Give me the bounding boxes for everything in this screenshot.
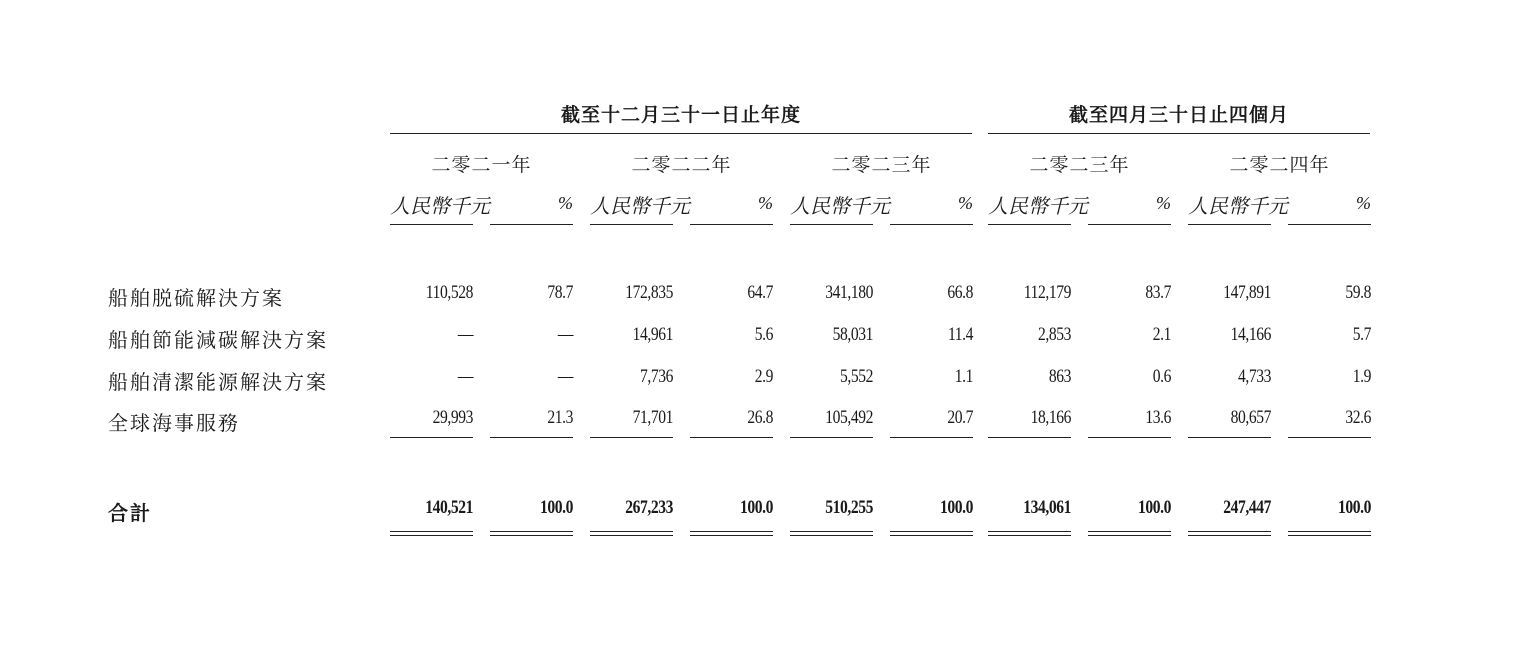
table-cell: 32.6 (1345, 407, 1371, 428)
table-cell: 105,492 (825, 407, 873, 428)
table-cell: 172,835 (625, 282, 673, 303)
subtotal-rule (490, 437, 573, 438)
column-unit: 人民幣千元 (590, 196, 690, 218)
column-header-rule (390, 224, 473, 225)
column-header-rule (790, 224, 873, 225)
table-cell: 78.7 (547, 282, 573, 303)
table-cell: 110,528 (425, 282, 473, 303)
subtotal-rule (988, 437, 1071, 438)
subtotal-rule (390, 437, 473, 438)
total-double-rule (490, 531, 573, 536)
table-cell: 112,179 (1023, 282, 1071, 303)
table-cell: 147,891 (1223, 282, 1271, 303)
table-cell: 0.6 (1152, 366, 1171, 387)
table-cell: 71,701 (632, 407, 673, 428)
row-label: 全球海事服務 (108, 413, 240, 435)
table-cell: — (457, 366, 473, 387)
table-cell: 80,657 (1230, 407, 1271, 428)
table-cell: — (557, 366, 573, 387)
column-year: 二零二二年 (631, 155, 732, 176)
total-double-rule (390, 531, 473, 536)
column-percent: % (558, 193, 573, 213)
table-cell: 66.8 (947, 282, 973, 303)
table-cell: 11.4 (947, 324, 973, 345)
column-percent: % (1356, 193, 1371, 213)
group-header-four-months-rule (988, 133, 1370, 134)
total-cell: 100.0 (939, 497, 973, 518)
column-header-rule (1188, 224, 1271, 225)
table-cell: 863 (1048, 366, 1071, 387)
table-cell: 2,853 (1037, 324, 1071, 345)
table-cell: 5.6 (754, 324, 773, 345)
column-unit: 人民幣千元 (1188, 196, 1288, 218)
row-label: 船舶清潔能源解決方案 (108, 372, 328, 394)
total-cell: 100.0 (1337, 497, 1371, 518)
column-unit: 人民幣千元 (790, 196, 890, 218)
column-header-rule (490, 224, 573, 225)
column-header-rule (1088, 224, 1171, 225)
total-double-rule (1188, 531, 1271, 536)
total-cell: 140,521 (425, 497, 473, 518)
total-double-rule (988, 531, 1071, 536)
table-cell: 18,166 (1030, 407, 1071, 428)
table-cell: 14,166 (1230, 324, 1271, 345)
group-header-annual-rule (390, 133, 972, 134)
table-cell: 20.7 (947, 407, 973, 428)
column-year: 二零二三年 (831, 155, 932, 176)
subtotal-rule (690, 437, 773, 438)
column-header-rule (890, 224, 973, 225)
total-double-rule (890, 531, 973, 536)
total-cell: 247,447 (1223, 497, 1271, 518)
column-header-rule (590, 224, 673, 225)
table-cell: 4,733 (1237, 366, 1271, 387)
column-header-rule (690, 224, 773, 225)
group-header-four-months: 截至四月三十日止四個月 (1068, 105, 1289, 126)
column-year: 二零二四年 (1229, 155, 1330, 176)
table-cell: 58,031 (832, 324, 873, 345)
table-cell: 59.8 (1345, 282, 1371, 303)
total-double-rule (690, 531, 773, 536)
table-cell: 7,736 (639, 366, 673, 387)
column-header-rule (1288, 224, 1371, 225)
row-label: 船舶脱硫解決方案 (108, 288, 284, 310)
subtotal-rule (1188, 437, 1271, 438)
subtotal-rule (890, 437, 973, 438)
column-unit: 人民幣千元 (390, 196, 490, 218)
subtotal-rule (590, 437, 673, 438)
table-cell: 21.3 (547, 407, 573, 428)
total-cell: 100.0 (739, 497, 773, 518)
total-double-rule (790, 531, 873, 536)
table-cell: 341,180 (825, 282, 873, 303)
table-cell: 26.8 (747, 407, 773, 428)
table-cell: 29,993 (432, 407, 473, 428)
table-cell: 13.6 (1145, 407, 1171, 428)
total-cell: 267,233 (625, 497, 673, 518)
table-cell: 5.7 (1352, 324, 1371, 345)
column-year: 二零二三年 (1029, 155, 1130, 176)
table-cell: 5,552 (839, 366, 873, 387)
table-cell: 1.1 (954, 366, 973, 387)
total-double-rule (590, 531, 673, 536)
total-cell: 510,255 (825, 497, 873, 518)
column-header-rule (988, 224, 1071, 225)
table-cell: 1.9 (1352, 366, 1371, 387)
total-double-rule (1088, 531, 1171, 536)
total-cell: 100.0 (539, 497, 573, 518)
subtotal-rule (1288, 437, 1371, 438)
row-label: 船舶節能減碳解決方案 (108, 330, 328, 352)
column-percent: % (758, 193, 773, 213)
table-cell: 2.1 (1152, 324, 1171, 345)
subtotal-rule (1088, 437, 1171, 438)
table-cell: — (457, 324, 473, 345)
table-cell: — (557, 324, 573, 345)
column-percent: % (1156, 193, 1171, 213)
table-cell: 83.7 (1145, 282, 1171, 303)
subtotal-rule (790, 437, 873, 438)
table-cell: 14,961 (632, 324, 673, 345)
total-label: 合計 (108, 503, 152, 525)
table-cell: 2.9 (754, 366, 773, 387)
column-year: 二零二一年 (431, 155, 532, 176)
column-percent: % (958, 193, 973, 213)
total-double-rule (1288, 531, 1371, 536)
group-header-annual: 截至十二月三十一日止年度 (560, 105, 801, 126)
total-cell: 134,061 (1023, 497, 1071, 518)
table-cell: 64.7 (747, 282, 773, 303)
total-cell: 100.0 (1137, 497, 1171, 518)
column-unit: 人民幣千元 (988, 196, 1088, 218)
